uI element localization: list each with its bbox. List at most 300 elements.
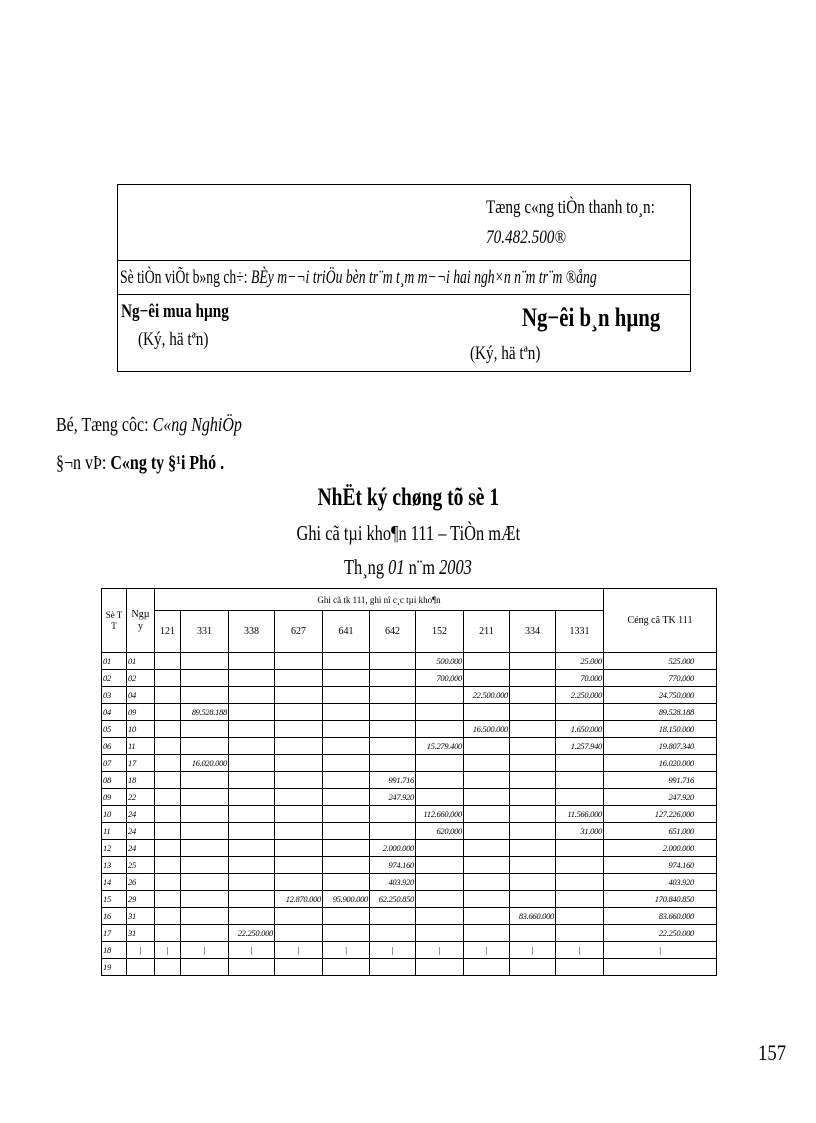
amount-cell bbox=[510, 959, 556, 976]
amount-cell bbox=[275, 670, 323, 687]
row-total-cell: 770.000 bbox=[604, 670, 717, 687]
amount-cell bbox=[323, 738, 370, 755]
amount-cell bbox=[510, 653, 556, 670]
seller-label: Ng−êi b¸n hµng bbox=[522, 303, 661, 332]
subtitle-wrap bbox=[0, 521, 816, 546]
amount-cell: 62.250.850 bbox=[370, 891, 416, 908]
amount-cell: 70.000 bbox=[556, 670, 604, 687]
amount-cell: 11.566.000 bbox=[556, 806, 604, 823]
amount-cell bbox=[323, 670, 370, 687]
amount-cell bbox=[370, 823, 416, 840]
amount-cell bbox=[556, 840, 604, 857]
row-day-cell: 24 bbox=[127, 823, 155, 840]
amount-cell bbox=[464, 789, 510, 806]
amount-cell bbox=[229, 806, 275, 823]
total-header: Céng cã TK 111 bbox=[604, 589, 717, 653]
row-day-cell: 29 bbox=[127, 891, 155, 908]
amount-cell bbox=[510, 721, 556, 738]
amount-in-words-row bbox=[118, 261, 690, 295]
amount-cell bbox=[556, 891, 604, 908]
amount-cell: 620.000 bbox=[416, 823, 464, 840]
row-day-cell: | bbox=[127, 942, 155, 959]
amount-cell bbox=[323, 789, 370, 806]
amount-cell bbox=[275, 823, 323, 840]
table-row bbox=[102, 704, 717, 721]
row-day-cell: 02 bbox=[127, 670, 155, 687]
year-prefix: n¨m bbox=[408, 555, 436, 579]
title-block bbox=[0, 484, 816, 512]
amount-cell bbox=[370, 704, 416, 721]
row-number-cell: 17 bbox=[102, 925, 127, 942]
amount-cell bbox=[323, 857, 370, 874]
amount-cell bbox=[275, 908, 323, 925]
row-day-cell: 11 bbox=[127, 738, 155, 755]
col-date-header: Ngµ y bbox=[127, 589, 155, 653]
row-number-cell: 06 bbox=[102, 738, 127, 755]
amount-cell: 83.660.000 bbox=[510, 908, 556, 925]
amount-cell bbox=[181, 925, 229, 942]
amount-cell bbox=[510, 806, 556, 823]
row-total-cell: 247.920 bbox=[604, 789, 717, 806]
amount-cell bbox=[510, 925, 556, 942]
amount-cell bbox=[155, 704, 181, 721]
amount-cell bbox=[155, 738, 181, 755]
table-row bbox=[102, 908, 717, 925]
amount-cell: 95.900.000 bbox=[323, 891, 370, 908]
amount-cell bbox=[556, 704, 604, 721]
row-total-cell: 127.226.000 bbox=[604, 806, 717, 823]
table-row bbox=[102, 687, 717, 704]
amount-cell bbox=[155, 908, 181, 925]
amount-cell: | bbox=[229, 942, 275, 959]
unit-label: §¬n vÞ: bbox=[56, 452, 107, 474]
table-row bbox=[102, 755, 717, 772]
ministry-line bbox=[56, 414, 242, 437]
amount-cell bbox=[155, 755, 181, 772]
amount-cell bbox=[416, 789, 464, 806]
table-row bbox=[102, 840, 717, 857]
amount-cell: | bbox=[416, 942, 464, 959]
account-header: 1331 bbox=[556, 611, 604, 653]
row-total-cell: 991.716 bbox=[604, 772, 717, 789]
amount-cell bbox=[370, 653, 416, 670]
payment-summary-box bbox=[117, 184, 691, 372]
amount-cell: | bbox=[370, 942, 416, 959]
account-header: 152 bbox=[416, 611, 464, 653]
amount-cell bbox=[155, 874, 181, 891]
row-number-cell: 02 bbox=[102, 670, 127, 687]
row-number-cell: 08 bbox=[102, 772, 127, 789]
journal-body bbox=[102, 653, 717, 976]
amount-cell bbox=[323, 806, 370, 823]
account-header: 642 bbox=[370, 611, 416, 653]
amount-cell bbox=[181, 891, 229, 908]
amount-cell: 22.250.000 bbox=[229, 925, 275, 942]
table-row bbox=[102, 891, 717, 908]
amount-cell bbox=[323, 704, 370, 721]
amount-cell bbox=[323, 755, 370, 772]
amount-cell bbox=[370, 670, 416, 687]
amount-cell bbox=[181, 908, 229, 925]
amount-cell bbox=[229, 840, 275, 857]
amount-cell bbox=[229, 687, 275, 704]
amount-cell bbox=[323, 687, 370, 704]
amount-cell bbox=[510, 874, 556, 891]
amount-cell bbox=[181, 874, 229, 891]
amount-cell: 15.279.400 bbox=[416, 738, 464, 755]
row-day-cell: 26 bbox=[127, 874, 155, 891]
row-total-cell: 403.920 bbox=[604, 874, 717, 891]
row-number-cell: 05 bbox=[102, 721, 127, 738]
amount-cell bbox=[464, 823, 510, 840]
amount-cell bbox=[416, 874, 464, 891]
amount-cell bbox=[464, 857, 510, 874]
amount-cell bbox=[416, 840, 464, 857]
amount-cell bbox=[464, 908, 510, 925]
amount-cell bbox=[155, 687, 181, 704]
table-row bbox=[102, 874, 717, 891]
amount-cell bbox=[323, 823, 370, 840]
amount-cell bbox=[556, 959, 604, 976]
amount-cell bbox=[464, 670, 510, 687]
row-day-cell: 31 bbox=[127, 908, 155, 925]
amount-cell bbox=[155, 653, 181, 670]
amount-cell bbox=[323, 840, 370, 857]
page-number: 157 bbox=[758, 1040, 787, 1065]
amount-cell bbox=[556, 908, 604, 925]
journal-table bbox=[101, 588, 717, 976]
amount-cell bbox=[323, 653, 370, 670]
amount-cell bbox=[370, 908, 416, 925]
buyer-sign-hint: (Ký, hä tªn) bbox=[138, 329, 209, 350]
amount-cell bbox=[464, 704, 510, 721]
amount-cell bbox=[510, 789, 556, 806]
account-header: 211 bbox=[464, 611, 510, 653]
amount-cell bbox=[416, 755, 464, 772]
amount-cell bbox=[275, 755, 323, 772]
amount-cell bbox=[155, 891, 181, 908]
amount-cell bbox=[510, 772, 556, 789]
amount-cell bbox=[181, 789, 229, 806]
amount-cell: 25.000 bbox=[556, 653, 604, 670]
row-total-cell: 22.250.000 bbox=[604, 925, 717, 942]
row-day-cell: 09 bbox=[127, 704, 155, 721]
row-total-cell: 651.000 bbox=[604, 823, 717, 840]
row-number-cell: 18 bbox=[102, 942, 127, 959]
row-total-cell: 16.020.000 bbox=[604, 755, 717, 772]
amount-cell bbox=[229, 772, 275, 789]
table-row bbox=[102, 942, 717, 959]
row-total-cell: | bbox=[604, 942, 717, 959]
amount-cell: 112.660.000 bbox=[416, 806, 464, 823]
row-day-cell: 04 bbox=[127, 687, 155, 704]
amount-cell bbox=[416, 687, 464, 704]
total-row bbox=[118, 185, 690, 261]
amount-cell: 2.250.000 bbox=[556, 687, 604, 704]
words-label: Sè tiÒn viÕt b»ng ch÷: bbox=[120, 267, 248, 288]
amount-cell: 991.716 bbox=[370, 772, 416, 789]
amount-cell bbox=[275, 687, 323, 704]
amount-cell: 247.920 bbox=[370, 789, 416, 806]
row-day-cell: 17 bbox=[127, 755, 155, 772]
table-row bbox=[102, 738, 717, 755]
amount-cell bbox=[510, 704, 556, 721]
row-number-cell: 03 bbox=[102, 687, 127, 704]
row-total-cell: 19.807.340 bbox=[604, 738, 717, 755]
amount-cell bbox=[275, 721, 323, 738]
account-header: 627 bbox=[275, 611, 323, 653]
amount-cell: 2.000.000 bbox=[370, 840, 416, 857]
amount-cell: | bbox=[181, 942, 229, 959]
amount-cell bbox=[370, 738, 416, 755]
amount-cell bbox=[556, 925, 604, 942]
amount-cell bbox=[556, 755, 604, 772]
amount-cell bbox=[229, 755, 275, 772]
amount-cell bbox=[181, 823, 229, 840]
month-prefix: Th¸ng bbox=[344, 555, 385, 579]
amount-cell bbox=[510, 891, 556, 908]
amount-cell bbox=[464, 738, 510, 755]
row-day-cell: 25 bbox=[127, 857, 155, 874]
row-total-cell bbox=[604, 959, 717, 976]
unit-line bbox=[56, 452, 224, 475]
amount-cell bbox=[181, 840, 229, 857]
row-number-cell: 19 bbox=[102, 959, 127, 976]
amount-cell bbox=[370, 925, 416, 942]
amount-cell bbox=[229, 874, 275, 891]
amount-cell bbox=[275, 857, 323, 874]
amount-cell: 12.870.000 bbox=[275, 891, 323, 908]
amount-cell bbox=[370, 755, 416, 772]
amount-cell bbox=[181, 772, 229, 789]
account-header: 338 bbox=[229, 611, 275, 653]
account-header: 121 bbox=[155, 611, 181, 653]
amount-cell: 22.500.000 bbox=[464, 687, 510, 704]
row-total-cell: 170.840.850 bbox=[604, 891, 717, 908]
amount-cell bbox=[370, 687, 416, 704]
amount-cell bbox=[416, 925, 464, 942]
amount-cell bbox=[275, 704, 323, 721]
amount-cell bbox=[155, 789, 181, 806]
amount-cell bbox=[556, 874, 604, 891]
amount-cell bbox=[464, 806, 510, 823]
amount-cell bbox=[370, 721, 416, 738]
amount-cell bbox=[181, 721, 229, 738]
amount-cell bbox=[275, 925, 323, 942]
amount-cell bbox=[556, 772, 604, 789]
amount-cell bbox=[510, 840, 556, 857]
amount-cell bbox=[510, 670, 556, 687]
row-day-cell: 22 bbox=[127, 789, 155, 806]
amount-cell bbox=[229, 823, 275, 840]
row-total-cell: 83.660.000 bbox=[604, 908, 717, 925]
amount-cell bbox=[510, 823, 556, 840]
amount-cell bbox=[464, 772, 510, 789]
row-total-cell: 2.000.000 bbox=[604, 840, 717, 857]
amount-cell: | bbox=[464, 942, 510, 959]
amount-cell bbox=[181, 687, 229, 704]
period-wrap bbox=[0, 555, 816, 580]
row-total-cell: 525.000 bbox=[604, 653, 717, 670]
amount-cell bbox=[155, 959, 181, 976]
amount-cell bbox=[275, 738, 323, 755]
row-total-cell: 18.150.000 bbox=[604, 721, 717, 738]
amount-cell bbox=[155, 721, 181, 738]
table-row bbox=[102, 823, 717, 840]
row-day-cell: 24 bbox=[127, 806, 155, 823]
words-line bbox=[120, 267, 597, 289]
amount-cell bbox=[275, 772, 323, 789]
ministry-label: Bé, Tæng côc: bbox=[56, 414, 149, 436]
total-value: 70.482.500® bbox=[486, 227, 566, 248]
amount-cell bbox=[155, 925, 181, 942]
amount-cell bbox=[464, 959, 510, 976]
amount-cell bbox=[229, 908, 275, 925]
ministry-value: C«ng NghiÖp bbox=[152, 414, 242, 436]
amount-cell bbox=[323, 908, 370, 925]
amount-cell: 700.000 bbox=[416, 670, 464, 687]
amount-cell bbox=[181, 738, 229, 755]
amount-cell bbox=[155, 772, 181, 789]
amount-cell bbox=[464, 653, 510, 670]
amount-cell bbox=[510, 857, 556, 874]
row-day-cell: 24 bbox=[127, 840, 155, 857]
account-header: 331 bbox=[181, 611, 229, 653]
amount-cell bbox=[464, 891, 510, 908]
amount-cell: 16.020.000 bbox=[181, 755, 229, 772]
header-row-1 bbox=[102, 589, 717, 611]
amount-cell bbox=[155, 840, 181, 857]
amount-cell bbox=[323, 772, 370, 789]
account-header: 641 bbox=[323, 611, 370, 653]
table-row bbox=[102, 721, 717, 738]
amount-cell: 89.528.188 bbox=[181, 704, 229, 721]
amount-cell bbox=[416, 704, 464, 721]
table-row bbox=[102, 806, 717, 823]
total-label: Tæng c«ng tiÒn thanh to¸n: bbox=[486, 197, 655, 218]
amount-cell bbox=[181, 670, 229, 687]
row-day-cell: 31 bbox=[127, 925, 155, 942]
amount-cell bbox=[275, 789, 323, 806]
amount-cell bbox=[229, 738, 275, 755]
amount-cell bbox=[275, 653, 323, 670]
row-number-cell: 16 bbox=[102, 908, 127, 925]
table-row bbox=[102, 789, 717, 806]
amount-cell: | bbox=[155, 942, 181, 959]
row-day-cell bbox=[127, 959, 155, 976]
journal-period bbox=[344, 555, 472, 580]
table-row bbox=[102, 925, 717, 942]
amount-cell bbox=[464, 840, 510, 857]
amount-cell bbox=[416, 857, 464, 874]
row-number-cell: 11 bbox=[102, 823, 127, 840]
row-total-cell: 24.750.000 bbox=[604, 687, 717, 704]
table-row bbox=[102, 772, 717, 789]
row-number-cell: 04 bbox=[102, 704, 127, 721]
amount-cell bbox=[229, 704, 275, 721]
row-day-cell: 18 bbox=[127, 772, 155, 789]
account-header: 334 bbox=[510, 611, 556, 653]
amount-cell bbox=[229, 670, 275, 687]
amount-cell bbox=[181, 857, 229, 874]
amount-cell bbox=[464, 925, 510, 942]
col-stt-header: Sè T T bbox=[102, 589, 127, 653]
table-row bbox=[102, 959, 717, 976]
amount-cell: 16.500.000 bbox=[464, 721, 510, 738]
amount-cell bbox=[229, 721, 275, 738]
group-header: Ghi cã tk 111, ghi nî c¸c tµi kho¶n bbox=[155, 589, 604, 611]
amount-cell bbox=[510, 738, 556, 755]
amount-cell bbox=[275, 840, 323, 857]
row-total-cell: 974.160 bbox=[604, 857, 717, 874]
journal-title: NhËt ký chøng tõ sè 1 bbox=[317, 484, 499, 511]
amount-cell: | bbox=[556, 942, 604, 959]
table-row bbox=[102, 653, 717, 670]
amount-cell bbox=[556, 857, 604, 874]
seller-sign-hint: (Ký, hä tªn) bbox=[470, 343, 541, 364]
amount-cell bbox=[229, 789, 275, 806]
amount-cell: | bbox=[275, 942, 323, 959]
amount-cell bbox=[323, 721, 370, 738]
amount-cell bbox=[155, 823, 181, 840]
row-number-cell: 13 bbox=[102, 857, 127, 874]
journal-subtitle: Ghi cã tµi kho¶n 111 – TiÒn mÆt bbox=[296, 521, 520, 545]
amount-cell: 500.000 bbox=[416, 653, 464, 670]
amount-cell bbox=[370, 806, 416, 823]
row-number-cell: 09 bbox=[102, 789, 127, 806]
amount-cell: 1.257.940 bbox=[556, 738, 604, 755]
amount-cell bbox=[510, 755, 556, 772]
row-number-cell: 15 bbox=[102, 891, 127, 908]
row-day-cell: 01 bbox=[127, 653, 155, 670]
words-value: BÈy m−¬i triÖu bèn tr¨m t¸m m−¬i hai ngh×n n¨m tr¨m ®ång bbox=[251, 267, 597, 288]
amount-cell bbox=[155, 670, 181, 687]
amount-cell: 1.650.000 bbox=[556, 721, 604, 738]
amount-cell bbox=[416, 891, 464, 908]
amount-cell bbox=[323, 925, 370, 942]
year-value: 2003 bbox=[439, 555, 472, 579]
amount-cell bbox=[275, 806, 323, 823]
amount-cell bbox=[275, 874, 323, 891]
amount-cell bbox=[464, 755, 510, 772]
row-day-cell: 10 bbox=[127, 721, 155, 738]
amount-cell bbox=[370, 959, 416, 976]
amount-cell bbox=[181, 959, 229, 976]
amount-cell bbox=[181, 653, 229, 670]
amount-cell bbox=[323, 959, 370, 976]
amount-cell: | bbox=[510, 942, 556, 959]
amount-cell bbox=[416, 959, 464, 976]
row-number-cell: 10 bbox=[102, 806, 127, 823]
table-row bbox=[102, 670, 717, 687]
amount-cell bbox=[556, 789, 604, 806]
amount-cell bbox=[464, 874, 510, 891]
unit-value: C«ng ty §¹i Phó . bbox=[110, 452, 225, 474]
amount-cell bbox=[229, 857, 275, 874]
amount-cell bbox=[510, 687, 556, 704]
row-number-cell: 07 bbox=[102, 755, 127, 772]
amount-cell bbox=[416, 772, 464, 789]
amount-cell bbox=[416, 908, 464, 925]
amount-cell bbox=[229, 653, 275, 670]
row-number-cell: 12 bbox=[102, 840, 127, 857]
amount-cell bbox=[416, 721, 464, 738]
month-value: 01 bbox=[388, 555, 405, 579]
amount-cell: 31.000 bbox=[556, 823, 604, 840]
amount-cell bbox=[229, 891, 275, 908]
row-total-cell: 89.528.188 bbox=[604, 704, 717, 721]
row-number-cell: 14 bbox=[102, 874, 127, 891]
